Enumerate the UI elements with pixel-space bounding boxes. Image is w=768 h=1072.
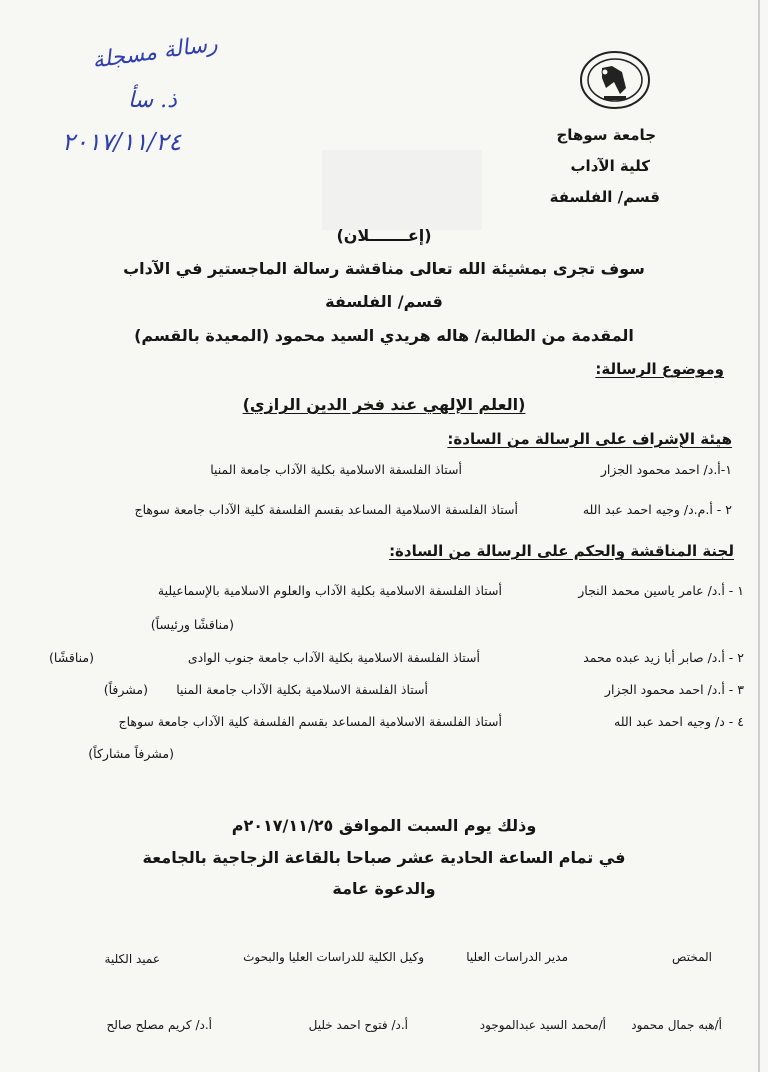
announcement-line-1: سوف تجرى بمشيئة الله تعالى مناقشة رسالة الماجستير في الآداب — [123, 259, 645, 278]
university-name: جامعة سوهاج — [556, 126, 656, 144]
committee-member-4-num: ٤ - — [728, 714, 744, 729]
signature-name-2: أ/محمد السيد عبدالموجود — [479, 1018, 606, 1032]
committee-member-1-role: (مناقشًا ورئيساً) — [150, 617, 234, 632]
committee-member-2-title: أستاذ الفلسفة الاسلامية بكلية الآداب جامعة جنوب الوادى — [187, 650, 480, 665]
committee-member-3 — [605, 682, 744, 697]
signature-role-specialist: المختص — [672, 950, 712, 964]
signature-role-vice-dean: وكيل الكلية للدراسات العليا والبحوث — [243, 950, 424, 964]
handwritten-line-2: ذ. سأ — [128, 88, 177, 113]
committee-heading: لجنة المناقشة والحكم على الرسالة من السادة: — [389, 542, 734, 560]
supervisor-1-name: أ.د/ احمد محمود الجزار — [600, 462, 721, 477]
faded-stamp — [322, 150, 482, 230]
handwritten-date: ٢٠١٧/١١/٢٤ — [62, 128, 182, 156]
faculty-name: كلية الآداب — [570, 157, 650, 175]
signature-name-3: أ.د/ فتوح احمد خليل — [308, 1018, 408, 1032]
signature-name-1: أ/هبه جمال محمود — [631, 1018, 722, 1032]
committee-member-4 — [614, 714, 744, 729]
supervisor-2 — [583, 502, 732, 517]
topic-label: وموضوع الرسالة: — [595, 360, 724, 378]
committee-member-4-title: أستاذ الفلسفة الاسلامية المساعد بقسم الفلسفة كلية الآداب جامعة سوهاج — [118, 714, 502, 729]
thesis-title: (العلم الإلهي عند فخر الدين الرازي) — [242, 395, 526, 414]
committee-member-2-name: أ.د/ صابر أبا زيد عبده محمد — [583, 650, 725, 665]
announcement-title: (إعـــــــلان) — [336, 226, 432, 245]
schedule-invitation: والدعوة عامة — [332, 879, 436, 898]
signature-role-dean: عميد الكلية — [104, 952, 160, 966]
committee-member-2-num: ٢ - — [728, 650, 744, 665]
committee-member-4-role: (مشرفاً مشاركاً) — [88, 746, 174, 761]
supervisor-2-title: أستاذ الفلسفة الاسلامية المساعد بقسم الفلسفة كلية الآداب جامعة سوهاج — [134, 502, 518, 517]
committee-member-3-name: أ.د/ احمد محمود الجزار — [604, 682, 725, 697]
committee-member-4-name: د/ وجيه احمد عبد الله — [614, 714, 725, 729]
committee-member-3-num: ٣ - — [728, 682, 744, 697]
supervision-heading: هيئة الإشراف على الرسالة من السادة: — [447, 430, 732, 448]
committee-member-1-title: أستاذ الفلسفة الاسلامية بكلية الآداب والعلوم الاسلامية بالإسماعيلية — [157, 583, 502, 598]
supervisor-1-num: ١- — [720, 462, 732, 477]
student-line: المقدمة من الطالبة/ هاله هريدي السيد محمود (المعيدة بالقسم) — [134, 326, 634, 345]
university-logo-icon — [578, 48, 652, 112]
signature-name-4: أ.د/ كريم مصلح صالح — [106, 1018, 212, 1032]
schedule-date: وذلك يوم السبت الموافق ٢٠١٧/١١/٢٥م — [231, 816, 537, 835]
supervisor-2-num: ٢ - — [716, 502, 732, 517]
committee-member-2 — [583, 650, 744, 665]
committee-member-1-name: أ.د/ عامر ياسين محمد النجار — [578, 583, 725, 598]
committee-member-1 — [578, 583, 744, 598]
supervisor-1-title: أستاذ الفلسفة الاسلامية بكلية الآداب جامعة المنيا — [210, 462, 462, 477]
committee-member-3-title: أستاذ الفلسفة الاسلامية بكلية الآداب جامعة المنيا — [176, 682, 428, 697]
committee-member-1-num: ١ - — [728, 583, 744, 598]
handwritten-line-1: رسالة مسجلة — [90, 31, 220, 74]
supervisor-1 — [601, 462, 732, 477]
schedule-time-place: في تمام الساعة الحادية عشر صباحا بالقاعة الزجاجية بالجامعة — [142, 848, 626, 867]
scan-edge-line — [758, 0, 760, 1072]
committee-member-2-role: (مناقشًا) — [49, 650, 94, 665]
signature-role-grad-director: مدير الدراسات العليا — [466, 950, 568, 964]
announcement-line-2: قسم/ الفلسفة — [325, 292, 443, 311]
supervisor-2-name: أ.م.د/ وجيه احمد عبد الله — [582, 502, 713, 517]
committee-member-3-role: (مشرفاً) — [103, 682, 148, 697]
department-name: قسم/ الفلسفة — [549, 188, 660, 206]
